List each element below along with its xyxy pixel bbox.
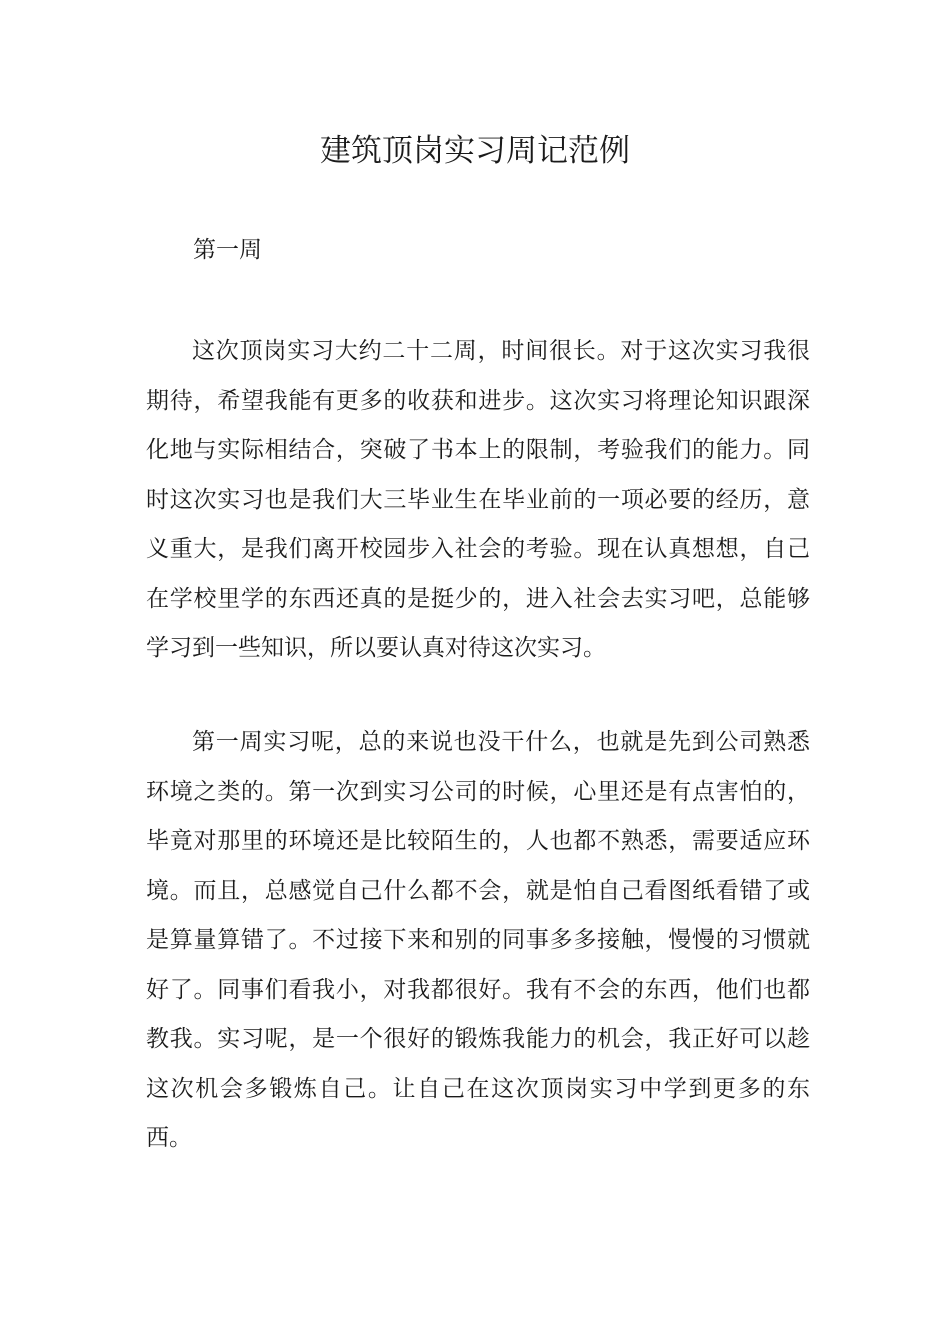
week-heading: 第一周 (193, 237, 262, 263)
paragraph-2: 第一周实习呢，总的来说也没干什么，也就是先到公司熟悉环境之类的。第一次到实习公司的时候，心里还是有点害怕的，毕竟对那里的环境还是比较陌生的，人也都不熟悉，需要适应环境。而且，总感觉自己什么都不会，就是怕自己看图纸看错了或是算量算错了。不过接下来和别的同事多多接触，慢慢的习惯就好了。同事们看我小，对我都很好。我有不会的东西，他们也都教我。实习呢，是一个很好的锻炼我能力的机会，我正好可以趁这次机会多锻炼自己。让自己在这次顶岗实习中学到更多的东西。 (146, 729, 810, 1151)
paragraph-1: 这次顶岗实习大约二十二周，时间很长。对于这次实习我很期待，希望我能有更多的收获和进步。这次实习将理论知识跟深化地与实际相结合，突破了书本上的限制，考验我们的能力。同时这次实习也是我们大三毕业生在毕业前的一项必要的经历，意义重大，是我们离开校园步入社会的考验。现在认真想想，自己在学校里学的东西还真的是挺少的，进入社会去实习吧，总能够学习到一些知识，所以要认真对待这次实习。 (146, 338, 810, 661)
document-title: 建筑顶岗实习周记范例 (320, 133, 630, 169)
